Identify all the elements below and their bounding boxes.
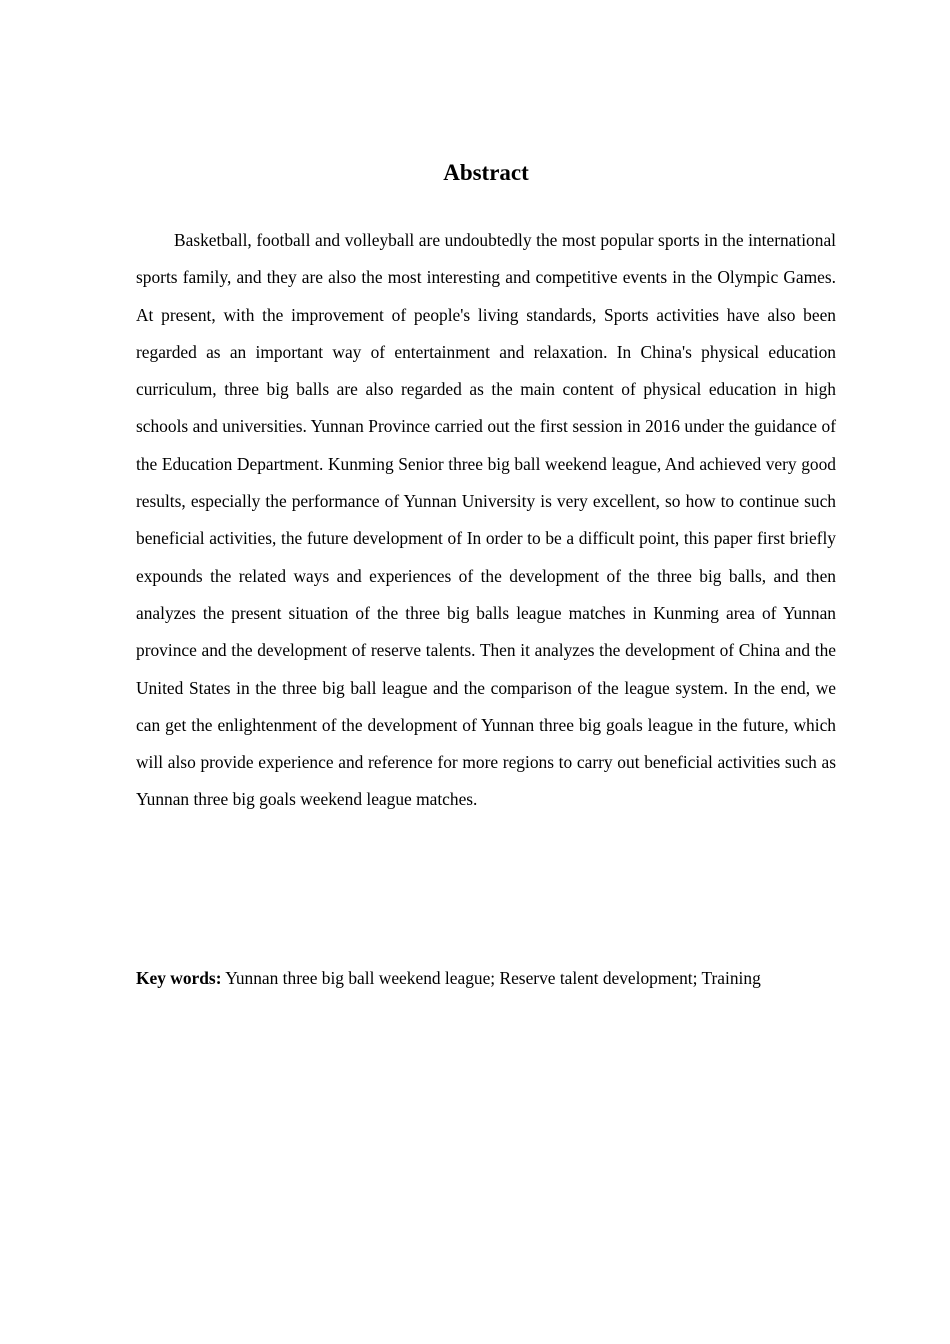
- keywords-text: Yunnan three big ball weekend league; Reserve talent development; Training: [221, 968, 761, 988]
- keywords-line: [136, 960, 856, 997]
- keywords-label: Key words:: [136, 968, 222, 988]
- abstract-body: Basketball, football and volleyball are undoubtedly the most popular sports in the international sports family, and they are also the most interesting and competitive events in the Olympic Games. At present, with the improvement of people's living standards, Sports activities have also been regarded as an important way of entertainment and relaxation. In China's physical education curriculum, three big balls are also regarded as the main content of physical education in high schools and universities. Yunnan Province carried out the first session in 2016 under the guidance of the Education Department. Kunming Senior three big ball weekend league, And achieved very good results, especially the performance of Yunnan University is very excellent, so how to continue such beneficial activities, the future development of In order to be a difficult point, this paper first briefly expounds the related ways and experiences of the development of the three big balls, and then analyzes the present situation of the three big balls league matches in Kunming area of Yunnan province and the development of reserve talents. Then it analyzes the development of China and the United States in the three big ball league and the comparison of the league system. In the end, we can get the enlightenment of the development of Yunnan three big goals league in the future, which will also provide experience and reference for more regions to carry out beneficial activities such as Yunnan three big goals weekend league matches.: [136, 230, 836, 810]
- abstract-title: Abstract: [443, 160, 529, 185]
